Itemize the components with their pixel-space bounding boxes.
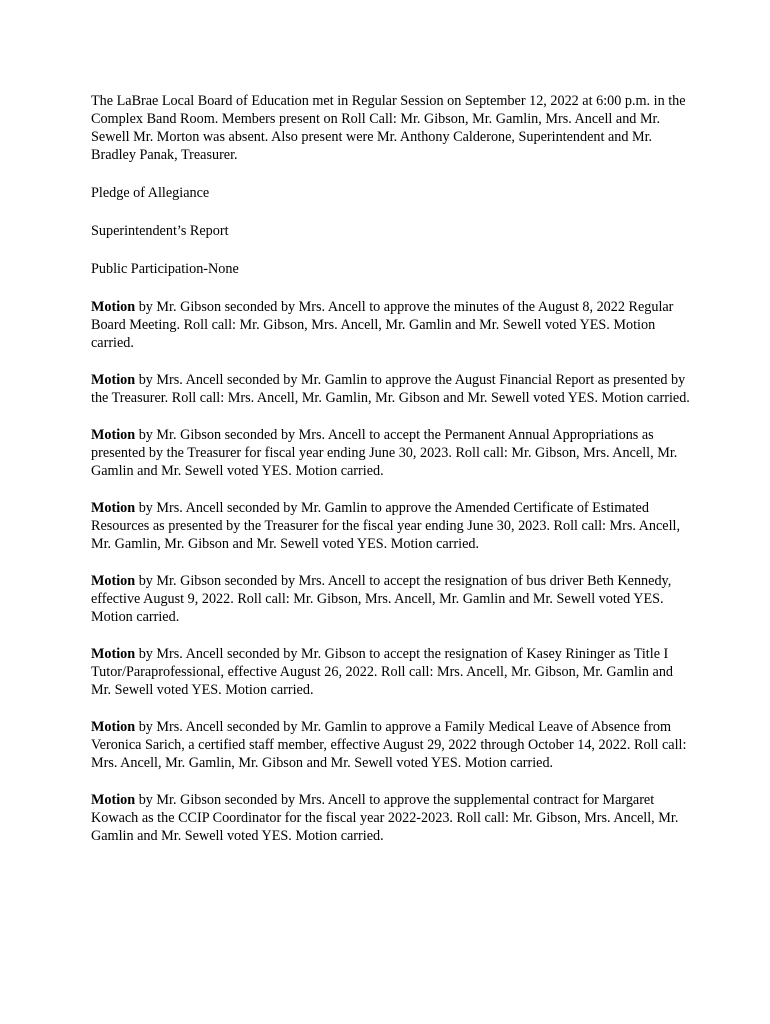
motion-text: by Mrs. Ancell seconded by Mr. Gamlin to approve the August Financial Report as presented by the Treasurer. Roll call: Mrs. Ancell, Mr. Gamlin, Mr. Gibson and Mr. Sewell voted YES. Motion carried. bbox=[91, 372, 690, 406]
agenda-item-public-participation: Public Participation-None bbox=[91, 261, 239, 277]
motion-label: Motion bbox=[91, 719, 136, 735]
motion-text: by Mr. Gibson seconded by Mrs. Ancell to accept the resignation of bus driver Beth Kennedy, effective August 9, 2022. Roll call: Mr. Gibson, Mrs. Ancell, Mr. Gamlin and Mr. Sewell voted YES. Motion carried. bbox=[91, 573, 672, 625]
motion-label: Motion bbox=[91, 500, 136, 516]
motion-paragraph bbox=[91, 371, 691, 407]
motion-paragraph bbox=[91, 791, 691, 845]
motion-paragraph bbox=[91, 645, 691, 699]
agenda-item-pledge: Pledge of Allegiance bbox=[91, 185, 210, 201]
motion-label: Motion bbox=[91, 646, 136, 662]
motion-paragraph bbox=[91, 499, 691, 553]
motion-label: Motion bbox=[91, 299, 136, 315]
motion-paragraph bbox=[91, 298, 691, 352]
motion-text: by Mrs. Ancell seconded by Mr. Gamlin to approve a Family Medical Leave of Absence from Veronica Sarich, a certified staff member, effective August 29, 2022 through October 14, 2022. Roll call: Mrs. Ancell, Mr. Gamlin, Mr. Gibson and Mr. Sewell voted YES. Motion carried. bbox=[91, 719, 687, 771]
motion-label: Motion bbox=[91, 573, 136, 589]
motion-label: Motion bbox=[91, 792, 136, 808]
intro-paragraph: The LaBrae Local Board of Education met in Regular Session on September 12, 2022 at 6:00 p.m. in the Complex Band Room. Members present on Roll Call: Mr. Gibson, Mr. Gamlin, Mrs. Ancell and Mr. Sewell Mr. Morton was absent. Also present were Mr. Anthony Calderone, Superintendent and Mr. Bradley Panak, Treasurer. bbox=[91, 93, 686, 163]
motion-paragraph bbox=[91, 572, 691, 626]
motion-text: by Mrs. Ancell seconded by Mr. Gibson to accept the resignation of Kasey Rininger as Title I Tutor/Paraprofessional, effective August 26, 2022. Roll call: Mrs. Ancell, Mr. Gibson, Mr. Gamlin and Mr. Sewell voted YES. Motion carried. bbox=[91, 646, 674, 698]
motion-label: Motion bbox=[91, 427, 136, 443]
motion-text: by Mrs. Ancell seconded by Mr. Gamlin to approve the Amended Certificate of Estimated Resources as presented by the Treasurer for the fiscal year ending June 30, 2023. Roll call: Mrs. Ancell, Mr. Gamlin, Mr. Gibson and Mr. Sewell voted YES. Motion carried. bbox=[91, 500, 681, 552]
agenda-item-superintendent-report: Superintendent’s Report bbox=[91, 223, 229, 239]
motion-text: by Mr. Gibson seconded by Mrs. Ancell to approve the supplemental contract for Margaret Kowach as the CCIP Coordinator for the fiscal year 2022-2023. Roll call: Mr. Gibson, Mrs. Ancell, Mr. Gamlin and Mr. Sewell voted YES. Motion carried. bbox=[91, 792, 679, 844]
document-page bbox=[91, 92, 691, 864]
motion-paragraph bbox=[91, 426, 691, 480]
motion-label: Motion bbox=[91, 372, 136, 388]
motion-paragraph bbox=[91, 718, 691, 772]
motion-text: by Mr. Gibson seconded by Mrs. Ancell to approve the minutes of the August 8, 2022 Regular Board Meeting. Roll call: Mr. Gibson, Mrs. Ancell, Mr. Gamlin and Mr. Sewell voted YES. Motion carried. bbox=[91, 299, 674, 351]
motion-text: by Mr. Gibson seconded by Mrs. Ancell to accept the Permanent Annual Appropriations as presented by the Treasurer for fiscal year ending June 30, 2023. Roll call: Mr. Gibson, Mrs. Ancell, Mr. Gamlin and Mr. Sewell voted YES. Motion carried. bbox=[91, 427, 678, 479]
